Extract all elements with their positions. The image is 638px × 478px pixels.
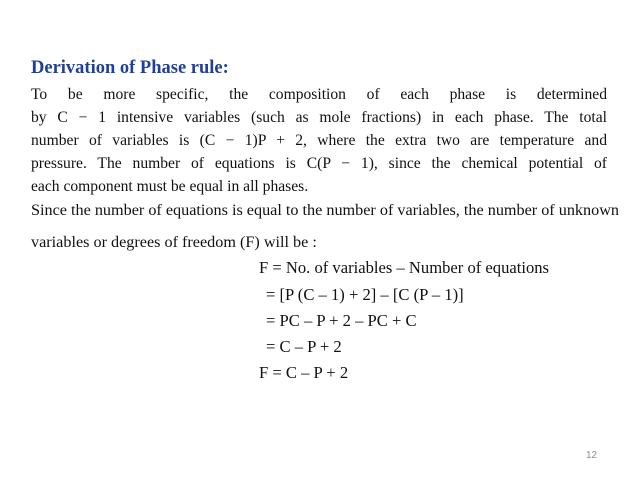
paragraph-line: by C − 1 intensive variables (such as mole fractions) in each phase. The total — [31, 109, 607, 126]
equation-line: = [P (C – 1) + 2] – [C (P – 1)] — [266, 285, 464, 304]
paragraph-line: each component must be equal in all phases. — [31, 178, 309, 195]
page-number: 12 — [586, 450, 598, 461]
statement-line: variables or degrees of freedom (F) will be : — [31, 233, 317, 251]
paragraph-line: number of variables is (C − 1)P + 2, where the extra two are temperature and — [31, 132, 607, 149]
equation-line: F = No. of variables – Number of equations — [259, 258, 550, 277]
equation-line: = C – P + 2 — [266, 337, 342, 356]
statement-line: Since the number of equations is equal to the number of variables, the number of unknown — [31, 201, 619, 219]
body-paragraph — [31, 83, 607, 198]
equation-line: F = C – P + 2 — [259, 363, 349, 382]
paragraph-line: To be more specific, the composition of each phase is determined — [31, 86, 607, 103]
equation-line: = PC – P + 2 – PC + C — [266, 311, 417, 330]
slide-heading: Derivation of Phase rule: — [31, 58, 229, 78]
paragraph-line: pressure. The number of equations is C(P − 1), since the chemical potential of — [31, 155, 607, 172]
